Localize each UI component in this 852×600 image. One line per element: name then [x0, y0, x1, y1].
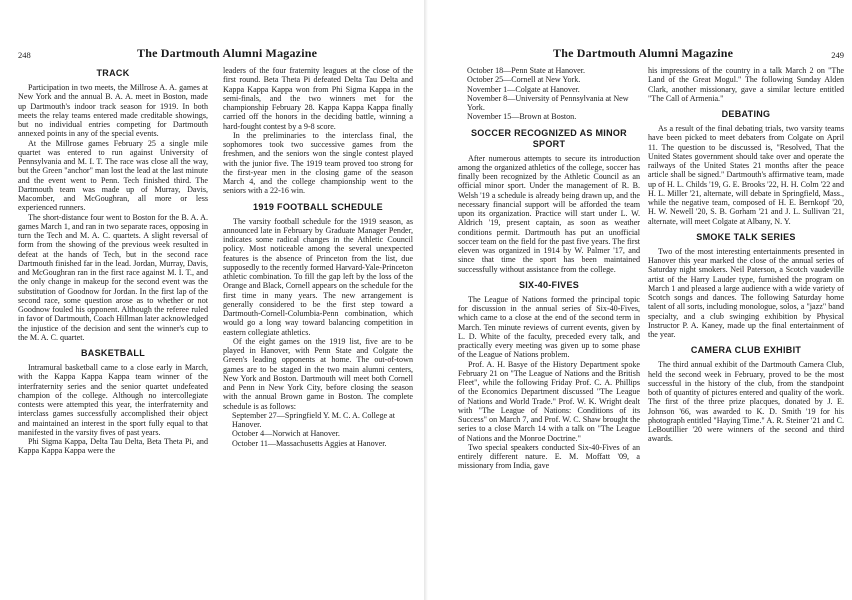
- page-number: 249: [831, 50, 844, 60]
- text-column: [18, 66, 208, 456]
- paragraph: Two of the most interesting entertainments presented in Hanover this year marked the close of the annual series of Saturday night smokers. Neil Paterson, a Scotch vaudeville artist of the Harry Lauder type, furnished the program on March 1 and pleased a large audience with a wide variety of Scotch songs and dances. The following Saturday home talent of all sorts, including monologue, solos, a "jazz" band specialty, and a club swinging exhibition by Physical Instructor P. A. Kaney, made up the final entertainment of the year.: [648, 246, 844, 339]
- paragraph: After numerous attempts to secure its introduction among the organized athletics of the college, soccer has finally been recognized by the Athletic Council as an official minor sport. Under the management of R. B. Welsh '19 a schedule is already being drawn up, and the necessary financial support will be afforded the team upon its organization. Practice will start under L. W. Aldrich '19, present captain, as soon as weather conditions permit. Dartmouth has put an unofficial soccer team on the field for the past five years. The first eleven was organized in 1914 by W. Palmer '17, and since that time the sport has been maintained successfully without assistance from the college.: [458, 153, 640, 274]
- running-head-title: The Dartmouth Alumni Magazine: [553, 46, 734, 60]
- schedule-item: October 18—Penn State at Hanover.: [467, 66, 586, 75]
- schedule-item: November 15—Brown at Boston.: [467, 112, 577, 122]
- section-heading: SIX-40-FIVES: [518, 279, 580, 290]
- paragraph: The League of Nations formed the principal topic for discussion in the annual series of Six-40-Fives, which came to a close at the end of the second term in March. Ten minute reviews of current events, given by L. D. White of the faculty, preceded every talk, and practically every meeting was given up to some phase of the League of Nations problem.: [458, 294, 640, 360]
- schedule-item: October 4—Norwich at Hanover.: [232, 429, 340, 439]
- paragraph: Of the eight games on the 1919 list, five are to be played in Hanover, with Penn State and Colgate the Green's leading opponents at home. The out-of-town games are to be staged in the two main alumni centers, New York and Boston. Dartmouth will meet both Cornell and Penn in New York City, before closing the season with the annual Brown game in Boston. The complete schedule is as follows:: [223, 336, 413, 411]
- schedule-item: November 1—Colgate at Hanover.: [467, 84, 580, 94]
- paragraph: As a result of the final debating trials, two varsity teams have been picked to meet debaters from Colgate on April 11. The question to be discussed is, "Resolved, That the United States government should take over and operate the railways of the United States 21 months after the peace article shall be signed." Dartmouth's affirmative team, made up of H. L. Childs '19, G. E. Brooks '22, H. H. Colm '22 and H. L. Miller '21, alternate, will debate in Springfield, Mass., while the negative team, composed of H. E. Bernkopf '20, H. W. Newell '20, S. B. Gorham '21 and J. L. Sullivan '21, alternate, will meet Colgate at Albany, N. Y.: [648, 124, 844, 226]
- schedule-item: October 25—Cornell at New York.: [467, 75, 581, 85]
- section-heading: SMOKE TALK SERIES: [696, 231, 796, 242]
- paragraph: The varsity football schedule for the 1919 season, as announced late in February by Graduate Manager Pender, indicates some radical changes in the Athletic Council policy. Most noticeable among the several unexpected features is the absence of Princeton from the list, due supposedly to the recently formed Harvard-Yale-Princeton athletic combination. To fill the gap left by the loss of the Orange and Black, Cornell appears on the schedule for the first time in many years. The new arrangement is generally considered to be the first step toward a Dartmouth-Cornell-Columbia-Penn combination, which would go a long way toward balancing competition in eastern collegiate athletics.: [223, 216, 413, 337]
- section-heading: BASKETBALL: [81, 348, 145, 358]
- page-number: 248: [18, 50, 31, 60]
- paragraph: his impressions of the country in a talk March 2 on "The Land of the Great Mogul." The following Sunday Alden Clark, another missionary, gave a similar lecture entitled "The Call of Armenia.": [648, 66, 844, 103]
- schedule-item: October 11—Massachusetts Aggies at Hanover.: [232, 438, 387, 448]
- text-column: [458, 66, 640, 471]
- schedule-item: September 27—Springfield Y. M. C. A. College at Hanover.: [232, 410, 395, 429]
- section-heading: CAMERA CLUB EXHIBIT: [690, 345, 802, 356]
- text-column: [648, 66, 844, 444]
- paragraph: Phi Sigma Kappa, Delta Tau Delta, Beta Theta Pi, and Kappa Kappa Kappa were the: [18, 437, 208, 456]
- left-page: [0, 0, 424, 600]
- right-page: [428, 0, 852, 600]
- paragraph: Two special speakers conducted Six-40-Fives of an entirely different nature. E. M. Moffatt '09, a missionary from India, gave: [458, 442, 640, 471]
- paragraph: In the preliminaries to the interclass final, the sophomores took two successive games from the freshmen, and the seniors won the single contest played with the junior five. The 1919 team proved too strong for the first-year men in the closing game of the season March 4, and the college championship went to the seniors with a 22-16 win.: [223, 130, 413, 196]
- section-heading: DEBATING: [721, 109, 771, 119]
- paragraph: leaders of the four fraternity leagues at the close of the first round. Beta Theta Pi defeated Delta Tau Delta and Kappa Kappa Kappa won from Phi Sigma Kappa in the semi-finals, and the two winners met for the championship February 28. Kappa Kappa Kappa finally carried off the honors in the deciding battle, winning a hard-fought contest by a 9-8 score.: [223, 66, 413, 131]
- paragraph: Prof. A. H. Basye of the History Department spoke February 21 on "The League of Nations and the British Fleet", while the following Friday Prof. C. A. Phillips of the Economics Department discussed "The League of Nations and World Trade." Prof. W. K. Wright dealt with "The League of Nations: Conditions of its Success" on March 7, and Prof. W. C. Shaw brought the series to a close March 14 with a talk on "The League of Nations and the Monroe Doctrine.": [458, 359, 640, 443]
- paragraph: Intramural basketball came to a close early in March, with the Kappa Kappa Kappa team winner of the interfraternity series and the senior quartet undefeated champion of the college. Although no intercollegiate contests were attempted this year, the interfraternity and interclass games successfully accomplished their object and maintained an interest in the sport fully equal to that manifested in the varsity fives of past years.: [18, 363, 208, 437]
- paragraph: The short-distance four went to Boston for the B. A. A. games March 1, and ran in two separate races, opposing in turn the Tech and M. A. C. quartets. A slight reversal of form from the showing of the previous week resulted in defeat at the hands of Tech, but in the second race Dartmouth finished far in the lead. Jordan, Murray, Davis, and McGoughran ran in the first race against M. I. T., and the only change in makeup for the second event was the substitution of Goodnow for Jordan. In the first lap of the second race, some question arose as to whether or not Goodnow fouled his opponent. Although the referee ruled in favor of Dartmouth, Coach Hillman later acknowledged the injustice of the decision and sent the winner's cup to the M. A. C. quartet.: [18, 212, 208, 342]
- section-heading: SOCCER RECOGNIZED AS MINOR SPORT: [471, 127, 627, 149]
- text-column: [223, 66, 413, 448]
- running-head-title: The Dartmouth Alumni Magazine: [137, 46, 318, 60]
- section-heading: 1919 FOOTBALL SCHEDULE: [253, 201, 383, 212]
- paragraph: The third annual exhibit of the Dartmouth Camera Club, held the second week in February, proved to be the most successful in the history of the club, from the standpoint both of quantity of pictures entered and quality of the work. The first of the three prize placques, donated by J. E. Johnson '66, was awarded to K. D. Smith '19 for his photograph entitled "Haying Time." A. R. Steiner '21 and C. LeBoutillier '20 were winners of the second and third awards.: [648, 360, 844, 444]
- paragraph: At the Millrose games February 25 a single mile quartet was entered to run against University of Pennsylvania and M. I. T. The race was close all the way, but the Green "anchor" man lost the lead at the last minute and the event went to Penn. Tech finished third. The Dartmouth team was made up of Murray, Davis, Macomber, and McGoughran, all more or less experienced runners.: [18, 138, 208, 213]
- section-heading: TRACK: [96, 68, 130, 78]
- paragraph: Participation in two meets, the Millrose A. A. games at New York and the annual B. A. A. meet in Boston, made up Dartmouth's indoor track season for 1919. In both meets the relay teams entered made creditable showings, but no individual entries competing for Dartmouth annexed points in any of the special events.: [18, 83, 208, 139]
- schedule-item: November 8—University of Pennsylvania at New York.: [467, 93, 629, 112]
